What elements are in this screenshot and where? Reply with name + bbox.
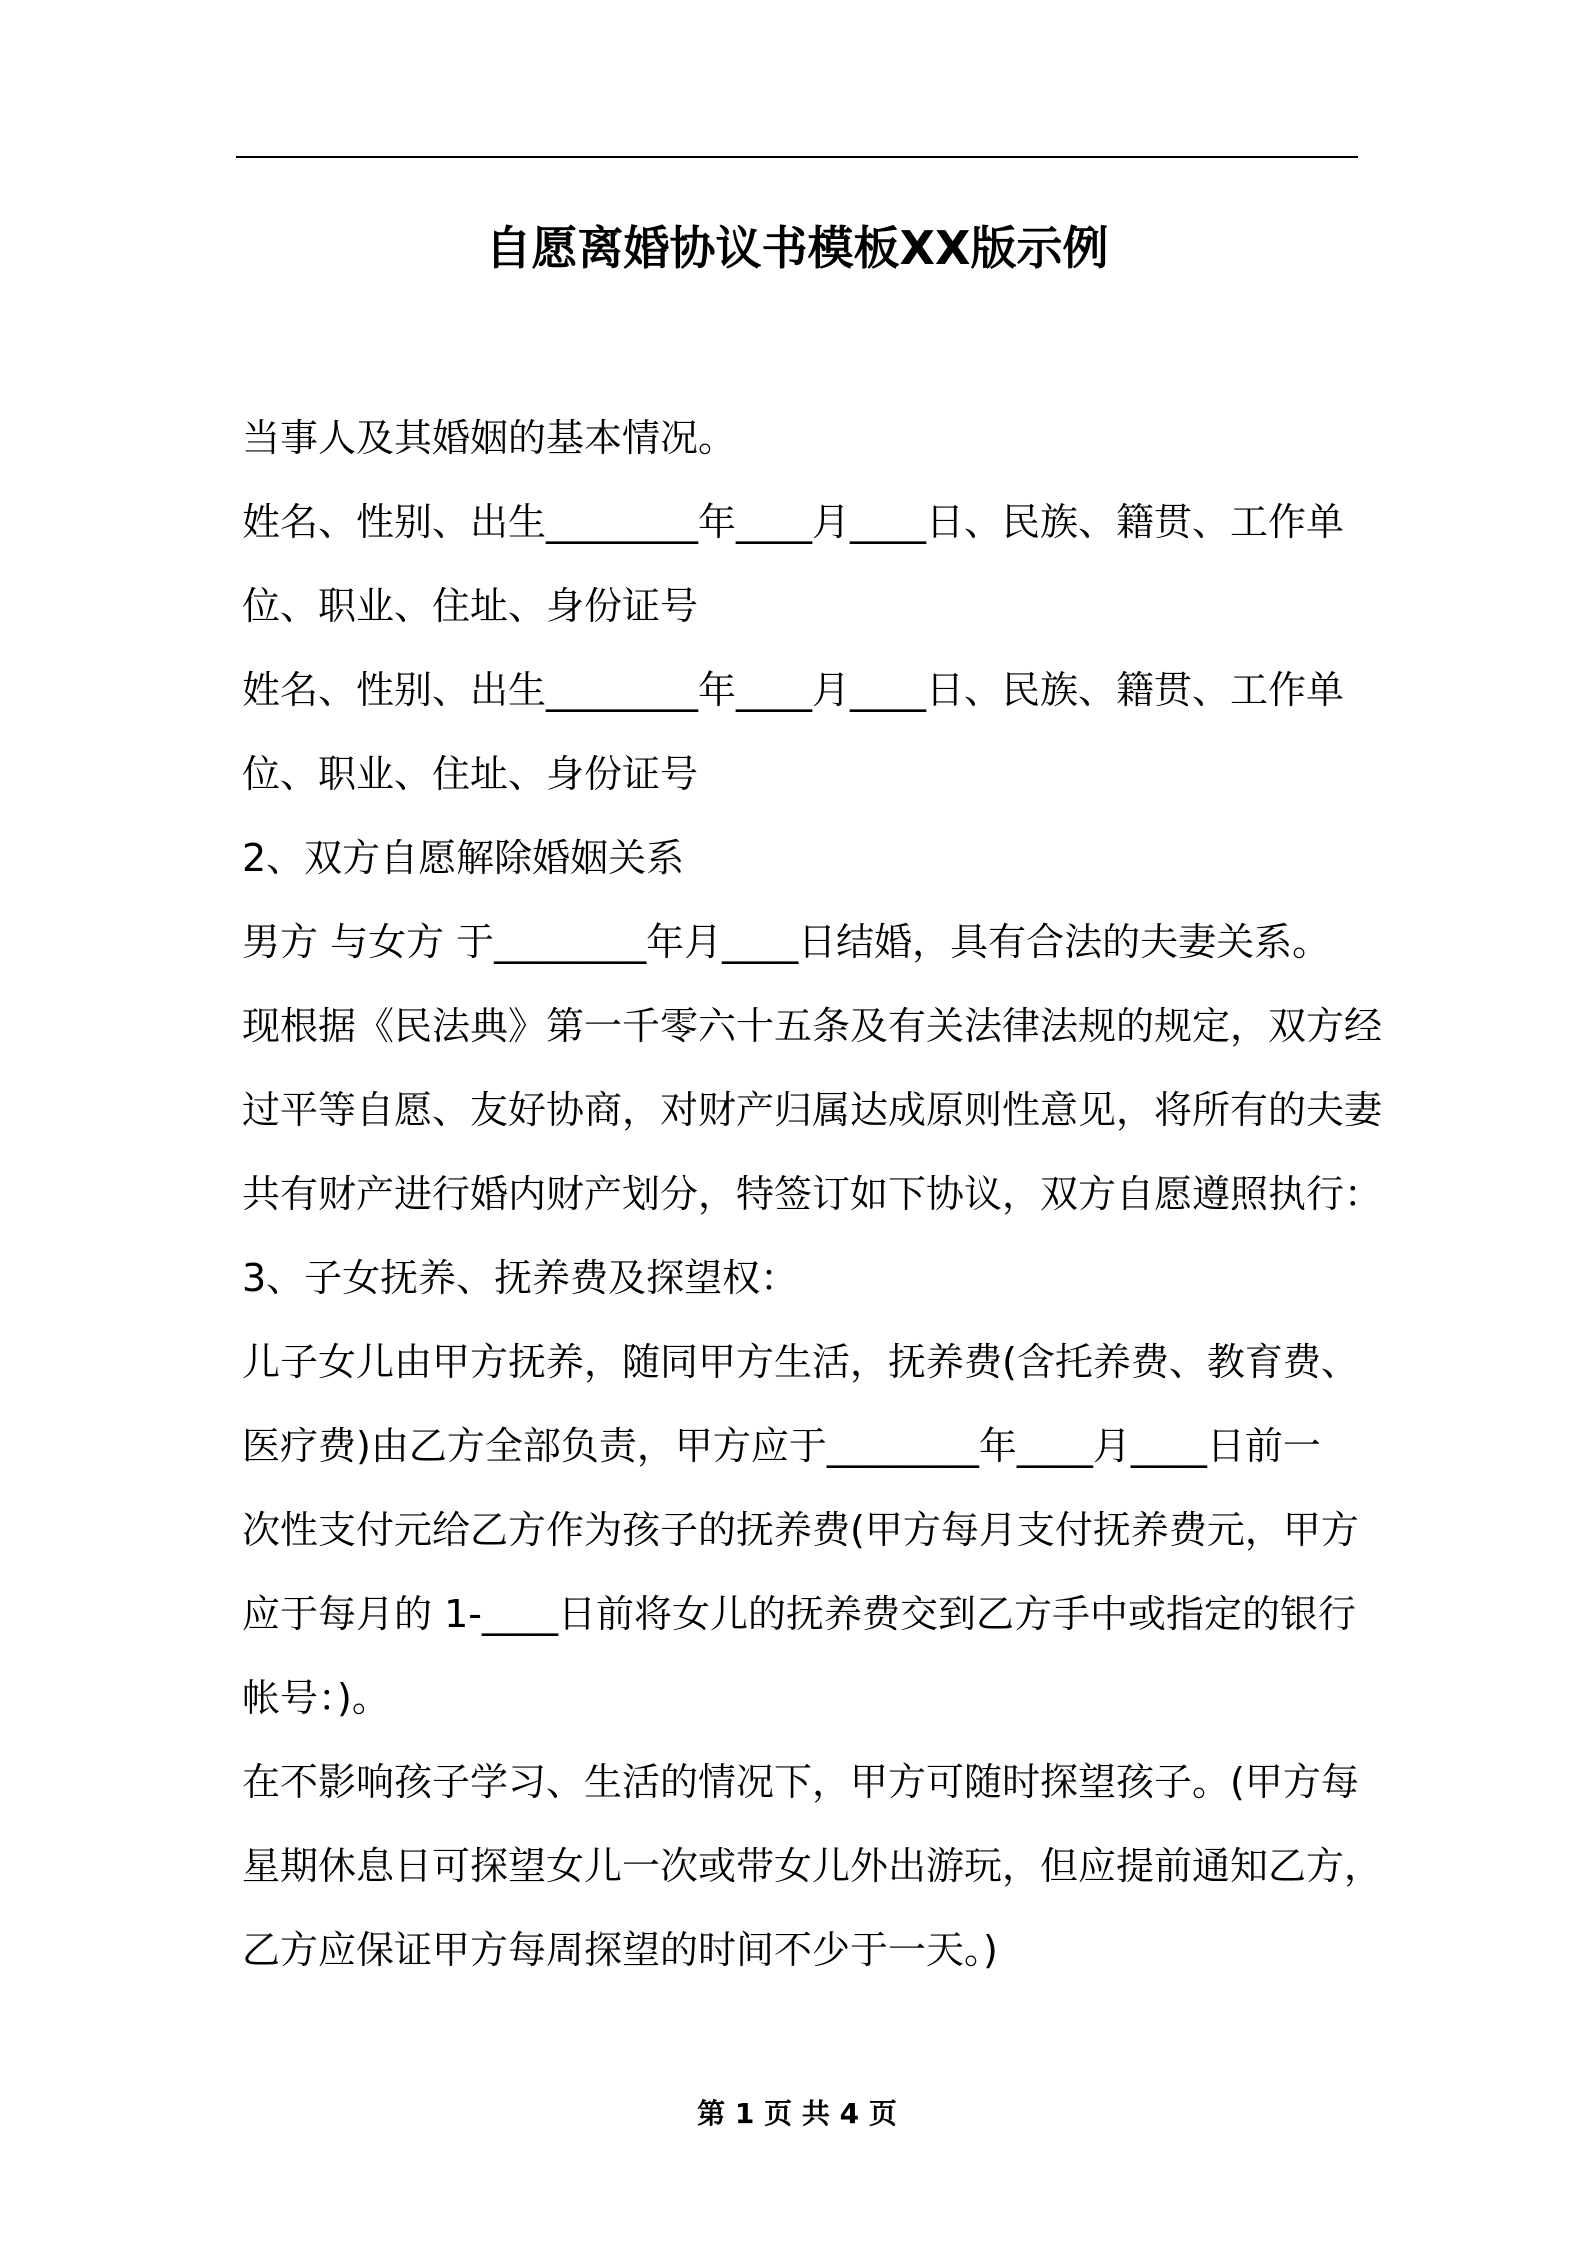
text-line: 星期休息日可探望女儿一次或带女儿外出游玩，但应提前通知乙方，	[242, 1844, 1383, 1888]
text-line: 在不影响孩子学习、生活的情况下，甲方可随时探望孩子。(甲方每	[242, 1760, 1359, 1804]
text-line: 应于每月的 1-____日前将女儿的抚养费交到乙方手中或指定的银行	[242, 1592, 1356, 1636]
text-line: 次性支付元给乙方作为孩子的抚养费(甲方每月支付抚养费元，甲方	[242, 1508, 1359, 1552]
document-title: 自愿离婚协议书模板XX版示例	[485, 221, 1109, 275]
text-line: 帐号：)。	[242, 1676, 390, 1720]
text-line: 乙方应保证甲方每周探望的时间不少于一天。)	[242, 1928, 998, 1972]
text-line: 男方 与女方 于________年月____日结婚，具有合法的夫妻关系。	[242, 920, 1331, 964]
page-number: 第 1 页 共 4 页	[697, 2097, 897, 2130]
text-line: 医疗费)由乙方全部负责，甲方应于________年____月____日前一	[242, 1424, 1321, 1468]
text-line: 位、职业、住址、身份证号	[242, 752, 699, 796]
text-line: 现根据《民法典》第一千零六十五条及有关法律法规的规定，双方经	[242, 1004, 1383, 1048]
text-line: 姓名、性别、出生________年____月____日、民族、籍贯、工作单	[242, 500, 1345, 544]
section-heading: 3、子女抚养、抚养费及探望权：	[242, 1256, 799, 1300]
text-line: 过平等自愿、友好协商，对财产归属达成原则性意见，将所有的夫妻	[242, 1088, 1383, 1132]
header-rule	[236, 156, 1358, 158]
text-line: 姓名、性别、出生________年____月____日、民族、籍贯、工作单	[242, 668, 1345, 712]
text-line: 位、职业、住址、身份证号	[242, 584, 699, 628]
text-line: 共有财产进行婚内财产划分，特签订如下协议，双方自愿遵照执行：	[242, 1172, 1383, 1216]
text-line: 儿子女儿由甲方抚养，随同甲方生活，抚养费(含托养费、教育费、	[242, 1340, 1359, 1384]
section-heading: 2、双方自愿解除婚姻关系	[242, 836, 685, 880]
text-line: 当事人及其婚姻的基本情况。	[242, 416, 737, 460]
